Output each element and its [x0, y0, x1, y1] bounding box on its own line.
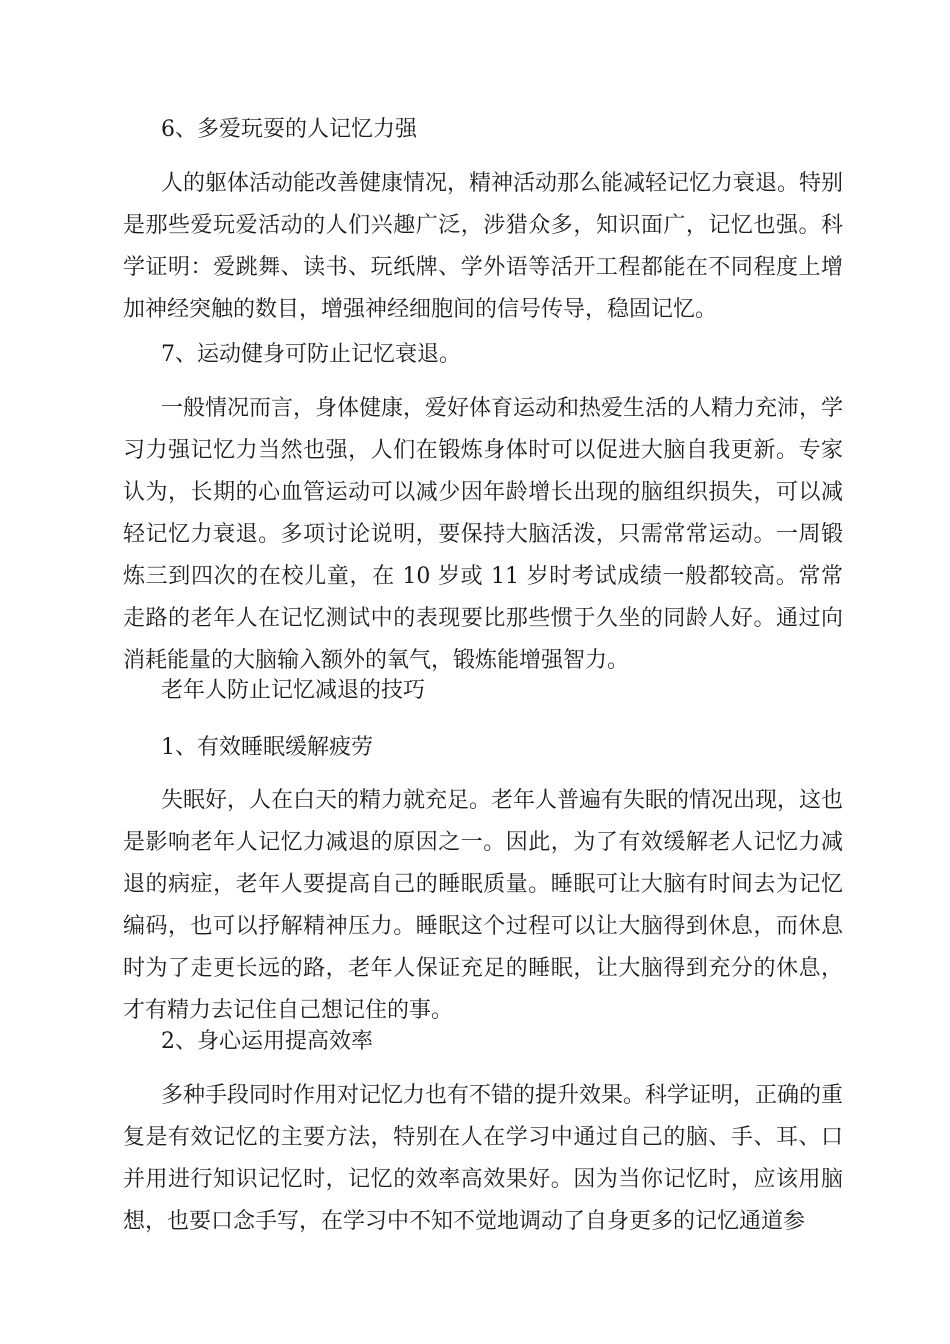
paragraph-exercise: 一般情况而言，身体健康，爱好体育运动和热爱生活的人精力充沛，学习力强记忆力当然也强，人们在锻炼身体时可以促进大脑自我更新。专家认为，长期的心血管运动可以减少因年龄增长出现的脑组织损失，可以减轻记忆力衰退。多项讨论说明，要保持大脑活泼，只需常常运动。一周锻炼三到四次的在校儿童，在 10 岁或 11 岁时考试成绩一般都较高。常常走路的老年人在记忆测试中的表现要比那些惯于久坐的同龄人好。通过向消耗能量的大脑输入额外的氧气，锻炼能增强智力。: [123, 396, 844, 673]
section-heading-1-sleep: 1、有效睡眠缓解疲劳: [161, 735, 373, 760]
paragraph-memory-play: 人的躯体活动能改善健康情况，精神活动那么能减轻记忆力衰退。特别是那些爱玩爱活动的人们兴趣广泛，涉猎众多，知识面广，记忆也强。科学证明：爱跳舞、读书、玩纸牌、学外语等活开工程都能在不同程度上增加神经突触的数目，增强神经细胞间的信号传导，稳固记忆。: [123, 171, 844, 322]
section-heading-6: 6、多爱玩耍的人记忆力强: [161, 117, 417, 142]
section-heading-elderly-tips: 老年人防止记忆减退的技巧: [161, 678, 426, 703]
paragraph-efficiency: 多种手段同时作用对记忆力也有不错的提升效果。科学证明，正确的重复是有效记忆的主要方法，特别在人在学习中通过自己的脑、手、耳、口并用进行知识记忆时，记忆的效率高效果好。因为当你记忆时，应该用脑想，也要口念手写，在学习中不知不觉地调动了自身更多的记忆通道参: [123, 1083, 844, 1234]
paragraph-sleep: 失眠好，人在白天的精力就充足。老年人普遍有失眠的情况出现，这也是影响老年人记忆力减退的原因之一。因此，为了有效缓解老人记忆力减退的病症，老年人要提高自己的睡眠质量。睡眠可让大脑有时间去为记忆编码，也可以抒解精神压力。睡眠这个过程可以让大脑得到休息，而休息时为了走更长远的路，老年人保证充足的睡眠，让大脑得到充分的休息，才有精力去记住自己想记住的事。: [123, 788, 844, 1023]
section-heading-2-efficiency: 2、身心运用提高效率: [161, 1029, 373, 1054]
section-heading-7: 7、运动健身可防止记忆衰退。: [161, 342, 461, 367]
